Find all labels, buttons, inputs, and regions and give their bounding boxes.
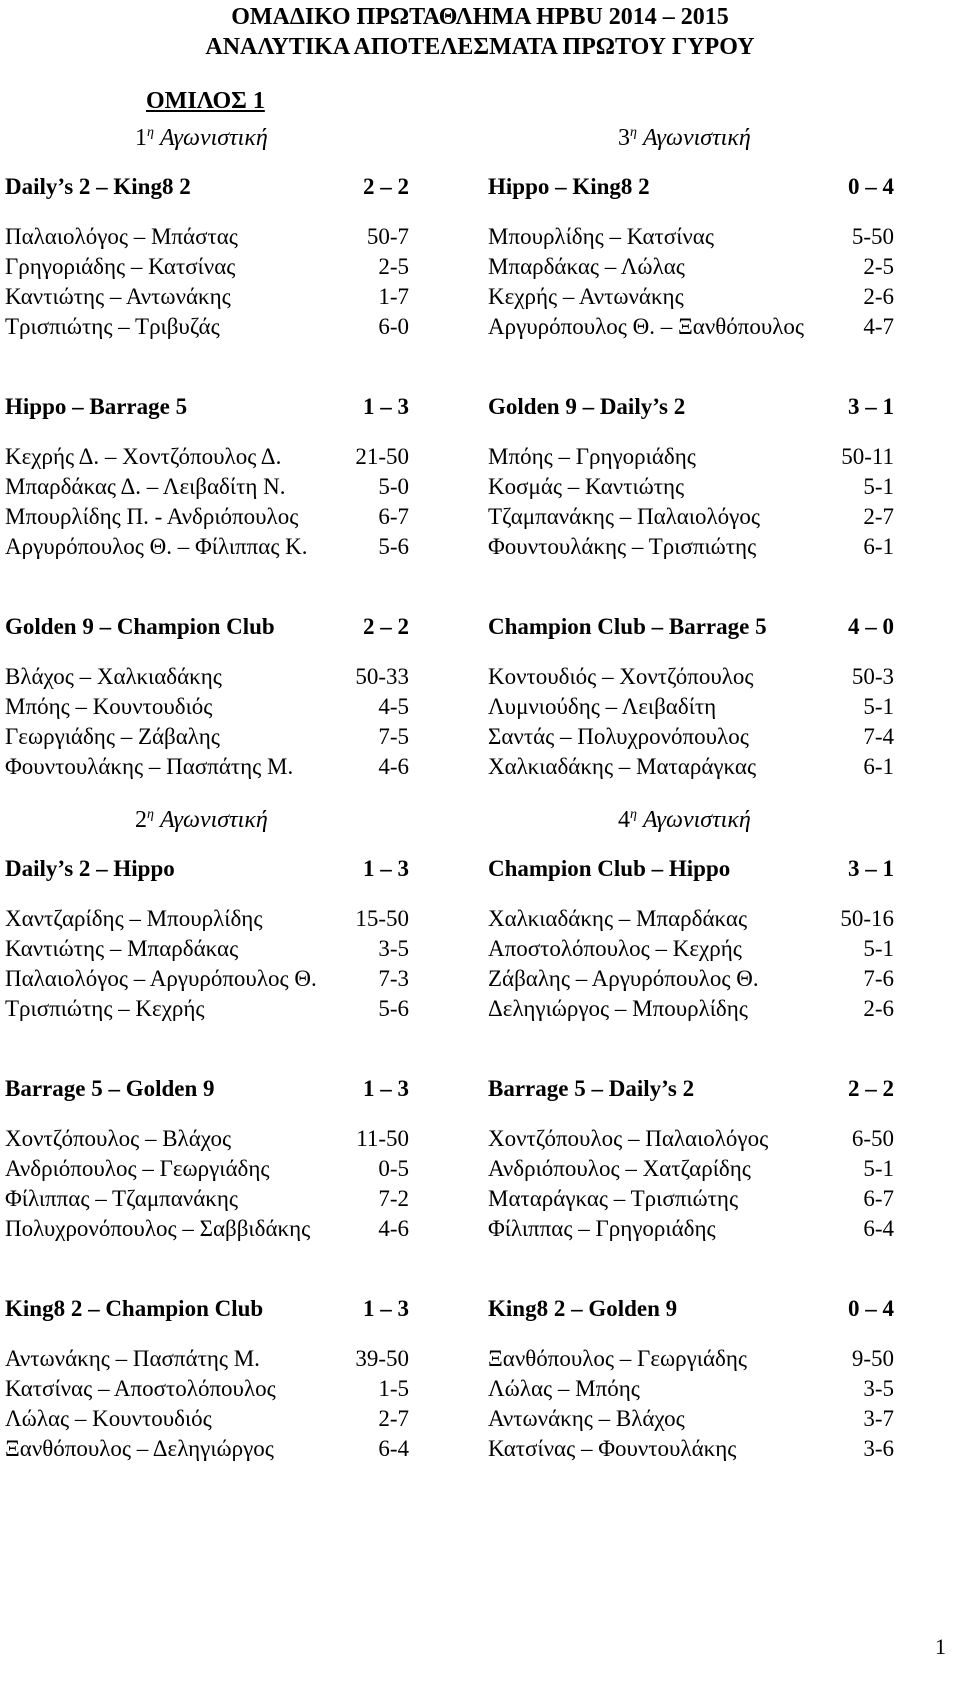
game-pairing: Σαντάς – Πολυχρονόπουλος: [488, 724, 749, 749]
game-pairing: Μπουρλίδης Π. - Ανδριόπουλος: [5, 504, 299, 529]
game-pairing: Κατσίνας – Φουντουλάκης: [488, 1436, 737, 1461]
game-row: [5, 934, 409, 964]
game-row: [488, 934, 894, 964]
game-row: [488, 722, 894, 752]
game-row: [5, 752, 409, 782]
game-score: 4-6: [378, 754, 409, 779]
match-header: [5, 1074, 409, 1104]
game-score: 5-6: [378, 996, 409, 1021]
match-score: 1 – 3: [363, 394, 409, 419]
match-block: [488, 612, 894, 782]
game-row: [488, 1124, 894, 1154]
game-score: 5-1: [863, 936, 894, 961]
game-pairing: Αντωνάκης – Πασπάτης Μ.: [5, 1346, 260, 1371]
game-pairing: Κοσμάς – Καντιώτης: [488, 474, 685, 499]
game-pairing: Πολυχρονόπουλος – Σαββιδάκης: [5, 1216, 311, 1241]
game-row: [5, 964, 409, 994]
game-row: [5, 1124, 409, 1154]
game-row: [5, 1434, 409, 1464]
game-row: [488, 1344, 894, 1374]
game-score: 6-4: [378, 1436, 409, 1461]
match-title: Champion Club – Hippo: [488, 856, 731, 881]
round-2-label: [135, 800, 268, 835]
game-pairing: Κοντουδιός – Χοντζόπουλος: [488, 664, 754, 689]
game-pairing: Βλάχος – Χαλκιαδάκης: [5, 664, 222, 689]
game-score: 6-7: [378, 504, 409, 529]
game-pairing: Γεωργιάδης – Ζάβαλης: [5, 724, 220, 749]
game-pairing: Ανδριόπουλος – Γεωργιάδης: [5, 1156, 270, 1181]
game-score: 4-5: [378, 694, 409, 719]
game-row: [488, 502, 894, 532]
match-block: [5, 1294, 409, 1464]
game-row: [488, 1184, 894, 1214]
game-pairing: Φίλιππας – Τζαμπανάκης: [5, 1186, 238, 1211]
game-score: 2-7: [863, 504, 894, 529]
game-pairing: Καντιώτης – Μπαρδάκας: [5, 936, 239, 961]
match-header: [5, 612, 409, 642]
game-score: 2-6: [863, 996, 894, 1021]
match-header: [5, 172, 409, 202]
match-header: [488, 172, 894, 202]
game-score: 2-7: [378, 1406, 409, 1431]
game-pairing: Γρηγοριάδης – Κατσίνας: [5, 254, 236, 279]
game-pairing: Ζάβαλης – Αργυρόπουλος Θ.: [488, 966, 759, 991]
match-block: [488, 1074, 894, 1244]
game-score: 3-5: [863, 1376, 894, 1401]
match-score: 2 – 2: [848, 1076, 894, 1101]
game-score: 5-1: [863, 1156, 894, 1181]
game-pairing: Μπόης – Γρηγοριάδης: [488, 444, 696, 469]
game-row: [488, 222, 894, 252]
game-score: 21-50: [355, 444, 409, 469]
game-pairing: Αποστολόπουλος – Κεχρής: [488, 936, 742, 961]
game-score: 7-6: [863, 966, 894, 991]
match-title: Daily’s 2 – King8 2: [5, 174, 191, 199]
game-pairing: Αντωνάκης – Βλάχος: [488, 1406, 685, 1431]
game-score: 6-0: [378, 314, 409, 339]
match-title: Daily’s 2 – Hippo: [5, 856, 175, 881]
match-title: Barrage 5 – Daily’s 2: [488, 1076, 695, 1101]
game-score: 1-7: [378, 284, 409, 309]
game-pairing: Φουντουλάκης – Τρισπιώτης: [488, 534, 757, 559]
match-score: 3 – 1: [848, 394, 894, 419]
round-word: Αγωνιστική: [159, 807, 268, 833]
game-row: [5, 1404, 409, 1434]
round-1-label: [135, 118, 268, 153]
match-title: Barrage 5 – Golden 9: [5, 1076, 215, 1101]
match-block: [488, 1294, 894, 1464]
game-pairing: Λώλας – Μπόης: [488, 1376, 640, 1401]
game-pairing: Μπουρλίδης – Κατσίνας: [488, 224, 714, 249]
game-pairing: Καντιώτης – Αντωνάκης: [5, 284, 231, 309]
match-score: 2 – 2: [363, 174, 409, 199]
game-pairing: Τρισπιώτης – Τριβυζάς: [5, 314, 220, 339]
game-row: [5, 312, 409, 342]
game-score: 3-7: [863, 1406, 894, 1431]
game-score: 5-50: [851, 224, 894, 249]
game-score: 2-6: [863, 284, 894, 309]
round-word: Αγωνιστική: [642, 807, 751, 833]
game-row: [488, 994, 894, 1024]
game-row: [488, 964, 894, 994]
round-number: 2: [135, 807, 147, 833]
game-pairing: Λυμνιούδης – Λειβαδίτη: [488, 694, 717, 719]
game-score: 6-1: [863, 754, 894, 779]
game-score: 5-0: [378, 474, 409, 499]
match-header: [5, 854, 409, 884]
game-score: 6-50: [851, 1126, 894, 1151]
game-pairing: Μπόης – Κουντουδιός: [5, 694, 213, 719]
game-pairing: Ξανθόπουλος – Δεληγιώργος: [5, 1436, 274, 1461]
game-row: [5, 904, 409, 934]
round-ordinal: η: [630, 807, 637, 822]
match-header: [488, 1074, 894, 1104]
game-pairing: Χαλκιαδάκης – Μπαρδάκας: [488, 906, 748, 931]
game-row: [5, 472, 409, 502]
game-row: [488, 312, 894, 342]
match-block: [488, 392, 894, 562]
game-pairing: Φουντουλάκης – Πασπάτης Μ.: [5, 754, 294, 779]
game-pairing: Φίλιππας – Γρηγοριάδης: [488, 1216, 716, 1241]
game-pairing: Μπαρδάκας – Λώλας: [488, 254, 685, 279]
game-row: [488, 1214, 894, 1244]
game-score: 5-1: [863, 694, 894, 719]
game-row: [488, 532, 894, 562]
game-row: [488, 662, 894, 692]
round-number: 1: [135, 125, 147, 151]
match-block: [5, 1074, 409, 1244]
game-row: [488, 904, 894, 934]
game-score: 0-5: [378, 1156, 409, 1181]
match-block: [488, 172, 894, 342]
game-row: [5, 692, 409, 722]
game-score: 39-50: [355, 1346, 409, 1371]
game-row: [488, 472, 894, 502]
game-score: 3-6: [863, 1436, 894, 1461]
match-score: 2 – 2: [363, 614, 409, 639]
round-number: 3: [618, 125, 630, 151]
match-title: King8 2 – Champion Club: [5, 1296, 264, 1321]
game-score: 50-3: [851, 664, 894, 689]
game-row: [5, 252, 409, 282]
round-number: 4: [618, 807, 630, 833]
match-score: 0 – 4: [848, 1296, 894, 1321]
round-word: Αγωνιστική: [159, 125, 268, 151]
game-row: [488, 442, 894, 472]
game-pairing: Δεληγιώργος – Μπουρλίδης: [488, 996, 748, 1021]
match-score: 3 – 1: [848, 856, 894, 881]
game-pairing: Αργυρόπουλος Θ. – Φίλιππας Κ.: [5, 534, 308, 559]
game-score: 50-7: [366, 224, 409, 249]
game-score: 7-3: [378, 966, 409, 991]
game-row: [5, 1344, 409, 1374]
match-title: Hippo – Barrage 5: [5, 394, 188, 419]
game-score: 7-5: [378, 724, 409, 749]
game-row: [5, 994, 409, 1024]
round-ordinal: η: [147, 125, 154, 140]
match-title: Hippo – King8 2: [488, 174, 650, 199]
round-word: Αγωνιστική: [642, 125, 751, 151]
game-score: 50-11: [841, 444, 894, 469]
match-header: [488, 1294, 894, 1324]
round-ordinal: η: [147, 807, 154, 822]
game-row: [488, 1434, 894, 1464]
game-row: [5, 222, 409, 252]
game-pairing: Χοντζόπουλος – Βλάχος: [5, 1126, 232, 1151]
group-title: ΟΜΙΛΟΣ 1: [146, 88, 265, 114]
match-title: Champion Club – Barrage 5: [488, 614, 767, 639]
game-pairing: Παλαιολόγος – Αργυρόπουλος Θ.: [5, 966, 317, 991]
game-pairing: Χοντζόπουλος – Παλαιολόγος: [488, 1126, 769, 1151]
game-score: 9-50: [851, 1346, 894, 1371]
match-score: 1 – 3: [363, 1296, 409, 1321]
game-pairing: Κεχρής – Αντωνάκης: [488, 284, 684, 309]
match-header: [488, 854, 894, 884]
game-pairing: Τρισπιώτης – Κεχρής: [5, 996, 205, 1021]
game-score: 2-5: [378, 254, 409, 279]
game-row: [5, 502, 409, 532]
game-pairing: Τζαμπανάκης – Παλαιολόγος: [488, 504, 760, 529]
game-pairing: Λώλας – Κουντουδιός: [5, 1406, 212, 1431]
game-score: 2-5: [863, 254, 894, 279]
game-row: [488, 692, 894, 722]
game-row: [5, 1374, 409, 1404]
game-score: 4-7: [863, 314, 894, 339]
game-score: 50-16: [840, 906, 894, 931]
game-row: [5, 1184, 409, 1214]
match-score: 1 – 3: [363, 856, 409, 881]
game-score: 15-50: [355, 906, 409, 931]
game-row: [5, 1214, 409, 1244]
game-row: [5, 532, 409, 562]
match-score: 0 – 4: [848, 174, 894, 199]
game-score: 6-1: [863, 534, 894, 559]
match-block: [5, 612, 409, 782]
game-row: [488, 282, 894, 312]
match-header: [488, 612, 894, 642]
game-row: [5, 1154, 409, 1184]
document-subtitle: ΑΝΑΛΥΤΙΚΑ ΑΠΟΤΕΛΕΣΜΑΤΑ ΠΡΩΤΟΥ ΓΥΡΟΥ: [205, 34, 755, 60]
game-score: 6-7: [863, 1186, 894, 1211]
match-title: King8 2 – Golden 9: [488, 1296, 678, 1321]
game-score: 5-6: [378, 534, 409, 559]
game-score: 7-2: [378, 1186, 409, 1211]
match-block: [5, 392, 409, 562]
game-row: [488, 1374, 894, 1404]
game-score: 1-5: [378, 1376, 409, 1401]
game-score: 5-1: [863, 474, 894, 499]
match-header: [5, 392, 409, 422]
round-3-label: [618, 118, 751, 153]
match-header: [488, 392, 894, 422]
game-row: [488, 752, 894, 782]
game-score: 3-5: [378, 936, 409, 961]
game-pairing: Χαλκιαδάκης – Ματαράγκας: [488, 754, 757, 779]
game-score: 4-6: [378, 1216, 409, 1241]
match-title: Golden 9 – Champion Club: [5, 614, 275, 639]
game-row: [488, 1404, 894, 1434]
game-pairing: Μπαρδάκας Δ. – Λειβαδίτη Ν.: [5, 474, 286, 499]
match-score: 1 – 3: [363, 1076, 409, 1101]
round-4-label: [618, 800, 751, 835]
round-ordinal: η: [630, 125, 637, 140]
game-score: 7-4: [863, 724, 894, 749]
document-title: ΟΜΑΔΙΚΟ ΠΡΩΤΑΘΛΗΜΑ HPBU 2014 – 2015: [231, 4, 729, 30]
match-block: [5, 172, 409, 342]
game-row: [5, 662, 409, 692]
game-score: 11-50: [356, 1126, 409, 1151]
game-score: 6-4: [863, 1216, 894, 1241]
match-block: [5, 854, 409, 1024]
game-row: [488, 252, 894, 282]
game-pairing: Κατσίνας – Αποστολόπουλος: [5, 1376, 276, 1401]
match-header: [5, 1294, 409, 1324]
game-row: [5, 442, 409, 472]
match-score: 4 – 0: [848, 614, 894, 639]
match-block: [488, 854, 894, 1024]
game-row: [5, 722, 409, 752]
game-pairing: Κεχρής Δ. – Χοντζόπουλος Δ.: [5, 444, 282, 469]
game-pairing: Παλαιολόγος – Μπάστας: [5, 224, 238, 249]
game-row: [488, 1154, 894, 1184]
game-pairing: Ματαράγκας – Τρισπιώτης: [488, 1186, 739, 1211]
match-title: Golden 9 – Daily’s 2: [488, 394, 686, 419]
page-number: 1: [935, 1634, 946, 1659]
game-pairing: Αργυρόπουλος Θ. – Ξανθόπουλος: [488, 314, 805, 339]
game-score: 50-33: [355, 664, 409, 689]
game-pairing: Χαντζαρίδης – Μπουρλίδης: [5, 906, 263, 931]
game-pairing: Ανδριόπουλος – Χατζαρίδης: [488, 1156, 751, 1181]
game-pairing: Ξανθόπουλος – Γεωργιάδης: [488, 1346, 747, 1371]
game-row: [5, 282, 409, 312]
